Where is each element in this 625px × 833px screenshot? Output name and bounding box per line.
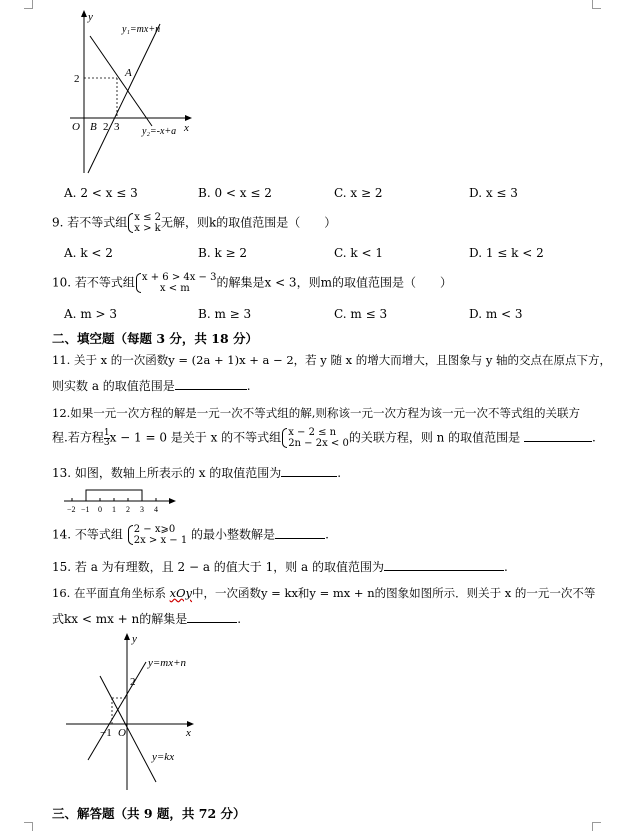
- q13-tick-label: 0: [98, 505, 102, 514]
- fig1-line2-label: y₂=-x+a: [142, 126, 177, 137]
- corner-marker-bottom-left: [24, 822, 33, 831]
- fig2-line1-label: y=mx+n: [148, 657, 187, 669]
- fig2-x-axis-label: x: [186, 727, 191, 739]
- section-2-heading: 二、填空题（每题 3 分，共 18 分）: [52, 331, 259, 346]
- q14-stem: 14. 不等式组 2 − x⩾0 2x > x − 1 的最小整数解是 .: [52, 524, 329, 546]
- q10-option-b[interactable]: B. m ≥ 3: [198, 307, 252, 321]
- q16-line1: 16. 在平面直角坐标系 xOy中，一次函数y = kx和y = mx + n的图象如图所示．则关于 x 的一元一次不等: [52, 586, 596, 600]
- q11-line1: 11. 关于 x 的一次函数y = (2a + 1)x + a − 2，若 y 随 x 的增大而增大，且图象与 y 轴的交点在原点下方，: [52, 353, 612, 367]
- q9-option-c[interactable]: C. k < 1: [334, 246, 383, 260]
- q13-tick-label: −2: [67, 505, 76, 514]
- q13-tick-label: −1: [81, 505, 90, 514]
- q9-option-b[interactable]: B. k ≥ 2: [198, 246, 248, 260]
- q9-stem: 9. 若不等式组 x ≤ 2 x > k无解，则k的取值范围是（ ）: [52, 212, 337, 234]
- q10-option-d[interactable]: D. m < 3: [469, 307, 523, 321]
- fig1-tick-3: 3: [114, 121, 120, 133]
- corner-marker-top-left: [24, 0, 33, 9]
- q13-tick-label: 3: [140, 505, 144, 514]
- q8-option-d[interactable]: D. x ≤ 3: [469, 186, 518, 200]
- q12-line1: 12.如果一元一次方程的解是一元一次不等式组的解,则称该一元一次方程为该一元一次不等式组的关联方: [52, 406, 580, 420]
- q13-tick-label: 2: [126, 505, 130, 514]
- fig1-point-a-label: A: [125, 67, 132, 79]
- corner-marker-bottom-right: [592, 822, 601, 831]
- q14-system: 2 − x⩾0 2x > x − 1: [127, 524, 187, 546]
- q14-answer-blank[interactable]: [275, 528, 325, 539]
- q9-option-d[interactable]: D. 1 ≤ k < 2: [469, 246, 544, 260]
- fig1-y-axis-label: y: [88, 11, 93, 23]
- fig1-line1-label: y₁=mx+n: [122, 24, 161, 35]
- q10-option-a[interactable]: A. m > 3: [64, 307, 118, 321]
- q12-system: x − 2 ≤ n 2n − 2x < 0: [281, 427, 349, 449]
- q11-answer-blank[interactable]: [175, 379, 247, 390]
- section-3-heading: 三、解答题（共 9 题，共 72 分）: [52, 806, 246, 821]
- q13-stem: 13. 如图，数轴上所表示的 x 的取值范围为 .: [52, 466, 342, 480]
- q15-answer-blank[interactable]: [384, 560, 504, 571]
- q11-line2: 则实数 a 的取值范围是 .: [52, 379, 251, 393]
- q8-option-c[interactable]: C. x ≥ 2: [334, 186, 383, 200]
- figure-2-graph: [60, 630, 220, 795]
- figure-1-graph: [60, 8, 210, 183]
- fig2-line2-label: y=kx: [152, 751, 175, 763]
- q13-tick-label: 4: [154, 505, 158, 514]
- q10-system: x + 6 > 4x − 3 x < m: [135, 272, 217, 294]
- q13-tick-label: 1: [112, 505, 116, 514]
- q9-system: x ≤ 2 x > k: [127, 212, 161, 234]
- q10-stem: 10. 若不等式组 x + 6 > 4x − 3 x < m 的解集是x < 3，则m的取值范围是（ ）: [52, 272, 452, 294]
- q13-answer-blank[interactable]: [281, 466, 337, 477]
- q12-answer-blank[interactable]: [524, 431, 592, 442]
- q12-fraction: $\frac{1}{3}$: [103, 427, 110, 448]
- q12-line2: 程.若方程 $\frac{1}{3}$ x − 1 = 0 是关于 x 的不等式组 x − 2 ≤ n 2n − 2x < 0的关联方程，则 n 的取值范围是 .: [52, 427, 596, 449]
- fig2-tick-neg1: −1: [100, 727, 112, 739]
- fig2-origin-label: O: [118, 727, 126, 739]
- fig2-tick-2: 2: [130, 676, 136, 688]
- fig1-origin-label: O: [72, 121, 80, 133]
- fig1-y-tick-2: 2: [74, 73, 80, 85]
- q15-stem: 15. 若 a 为有理数，且 2 − a 的值大于 1，则 a 的取值范围为 .: [52, 560, 508, 574]
- q16-line2: 式kx < mx + n的解集是 .: [52, 612, 242, 626]
- q8-option-a[interactable]: A. 2 < x ≤ 3: [64, 186, 138, 200]
- q8-option-b[interactable]: B. 0 < x ≤ 2: [198, 186, 272, 200]
- corner-marker-top-right: [592, 0, 601, 9]
- q16-answer-blank[interactable]: [187, 612, 237, 623]
- fig1-point-b-label: B: [90, 121, 97, 133]
- fig1-x-axis-label: x: [184, 122, 189, 134]
- q13-number-line: [62, 482, 178, 514]
- q9-option-a[interactable]: A. k < 2: [64, 246, 113, 260]
- fig1-tick-2: 2: [103, 121, 109, 133]
- q10-option-c[interactable]: C. m ≤ 3: [334, 307, 388, 321]
- fig2-y-axis-label: y: [132, 633, 137, 645]
